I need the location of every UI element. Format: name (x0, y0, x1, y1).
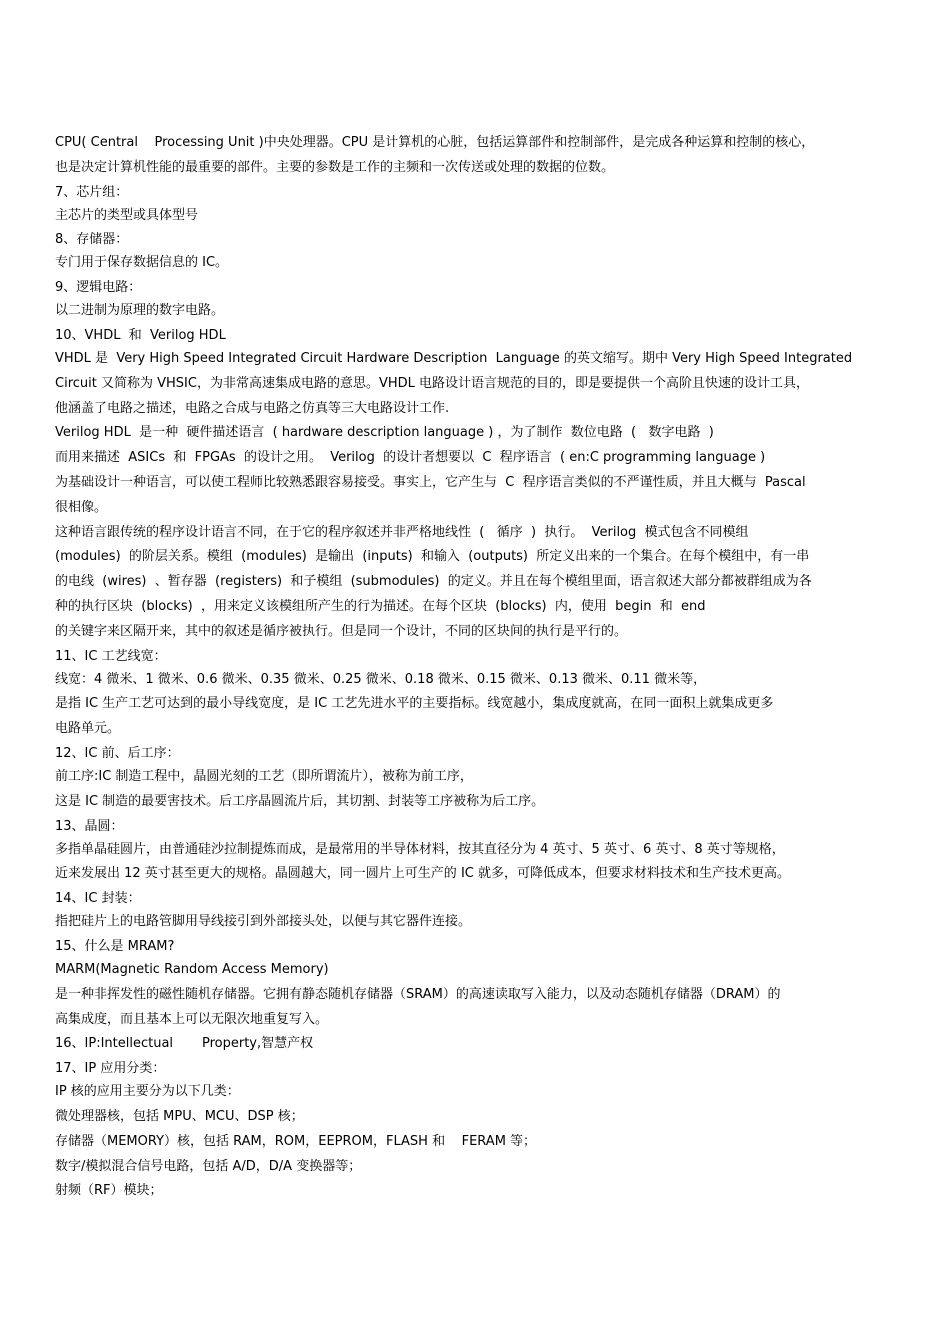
text-line: 是一种非挥发性的磁性随机存储器。它拥有静态随机存储器（SRAM）的高速读取写入能力，以及动态随机存储器（DRAM）的 (55, 986, 781, 1002)
text-line: 种的执行区块 (blocks) ，用来定义该模组所产生的行为描述。在每个区块 (blocks) 内，使用 begin 和 end (55, 598, 706, 614)
text-line: 这种语言跟传统的程序设计语言不同，在于它的程序叙述并非严格地线性 ( 循序 ) 执行。 Verilog 模式包含不同模组 (55, 524, 749, 540)
text-line: 为基础设计一种语言，可以使工程师比较熟悉跟容易接受。事实上，它产生与 C 程序语言类似的不严谨性质，并且大概与 Pascal (55, 474, 806, 490)
text-line: 以二进制为原理的数字电路。 (55, 303, 225, 319)
section-heading: 15、什么是 MRAM? (55, 938, 175, 954)
text-line: 多指单晶硅圆片，由普通硅沙拉制提炼而成，是最常用的半导体材料，按其直径分为 4 英寸、5 英寸、6 英寸、8 英寸等规格， (55, 841, 785, 857)
text-line: 是指 IC 生产工艺可达到的最小导线宽度，是 IC 工艺先进水平的主要指标。线宽越小，集成度就高，在同一面积上就集成更多 (55, 696, 774, 712)
section-heading: 8、存储器： (55, 232, 129, 248)
text-line: 电路单元。 (55, 721, 121, 737)
text-line: Circuit 又简称为 VHSIC，为非常高速集成电路的意思。VHDL 电路设计语言规范的目的，即是要提供一个高阶且快速的设计工具， (55, 375, 809, 391)
section-heading: 11、IC 工艺线宽： (55, 648, 167, 664)
text-line: 这是 IC 制造的最要害技术。后工序晶圆流片后，其切割、封装等工序被称为后工序。 (55, 793, 545, 809)
text-line: (modules) 的阶层关系。模组 (modules) 是输出 (inputs) 和输入 (outputs) 所定义出来的一个集合。在每个模组中，有一串 (55, 549, 810, 565)
text-line: 指把硅片上的电路管脚用导线接引到外部接头处，以便与其它器件连接。 (55, 914, 472, 930)
section-heading: 17、IP 应用分类： (55, 1061, 166, 1077)
text-line: 他涵盖了电路之描述，电路之合成与电路之仿真等三大电路设计工作. (55, 400, 450, 416)
text-line: Verilog HDL 是一种 硬件描述语言 ( hardware description language ) ，为了制作 数位电路 ( 数字电路 ) (55, 425, 714, 441)
section-heading: 9、逻辑电路： (55, 280, 142, 296)
section-heading: 12、IC 前、后工序： (55, 745, 180, 761)
text-line: 的电线 (wires) 、暂存器 (registers) 和子模组 (submodules) 的定义。并且在每个模组里面，语言叙述大部分都被群组成为各 (55, 574, 812, 590)
text-line: 前工序:IC 制造工程中，晶圆光刻的工艺（即所谓流片），被称为前工序， (55, 768, 473, 784)
text-line: MARM(Magnetic Random Access Memory) (55, 961, 329, 977)
text-line: VHDL 是 Very High Speed Integrated Circuit Hardware Description Language 的英文缩写。期中 Very High Speed Integrated (55, 350, 853, 366)
section-heading: 10、VHDL 和 Verilog HDL (55, 327, 226, 343)
text-line: 线宽：4 微米、1 微米、0.6 微米、0.35 微米、0.25 微米、0.18 微米、0.15 微米、0.13 微米、0.11 微米等， (55, 671, 707, 687)
text-line: 主芯片的类型或具体型号 (55, 207, 199, 223)
section-heading: 14、IC 封装： (55, 891, 141, 907)
text-line: IP 核的应用主要分为以下几类： (55, 1084, 240, 1100)
text-line: 很相像。 (55, 499, 108, 515)
text-line: 高集成度，而且基本上可以无限次地重复写入。 (55, 1011, 329, 1027)
text-line: 微处理器核，包括 MPU、MCU、DSP 核； (55, 1108, 304, 1124)
text-line: 射频（RF）模块； (55, 1183, 163, 1199)
text-line: CPU( Central Processing Unit )中央处理器。CPU 是计算机的心脏，包括运算部件和控制部件，是完成各种运算和控制的核心， (55, 135, 815, 150)
text-line: 近来发展出 12 英寸甚至更大的规格。晶圆越大，同一圆片上可生产的 IC 就多，可降低成本，但要求材料技术和生产技术更高。 (55, 866, 790, 882)
text-line: 存储器（MEMORY）核，包括 RAM，ROM，EEPROM，FLASH 和 FERAM 等； (55, 1133, 537, 1149)
text-line: 也是决定计算机性能的最重要的部件。主要的参数是工作的主频和一次传送或处理的数据的位数。 (55, 159, 615, 175)
text-line: 数字/模拟混合信号电路，包括 A/D，D/A 变换器等； (55, 1158, 362, 1174)
section-heading: 7、芯片组： (55, 184, 129, 200)
text-line: 而用来描述 ASICs 和 FPGAs 的设计之用。 Verilog 的设计者想要以 C 程序语言 ( en:C programming language ) (55, 450, 766, 466)
text-line: 专门用于保存数据信息的 IC。 (55, 255, 229, 271)
section-heading: 13、晶圆： (55, 818, 124, 834)
text-line: 的关键字来区隔开来，其中的叙述是循序被执行。但是同一个设计，不同的区块间的执行是平行的。 (55, 623, 628, 639)
text-line: 16、IP:Intellectual Property,智慧产权 (55, 1036, 314, 1052)
